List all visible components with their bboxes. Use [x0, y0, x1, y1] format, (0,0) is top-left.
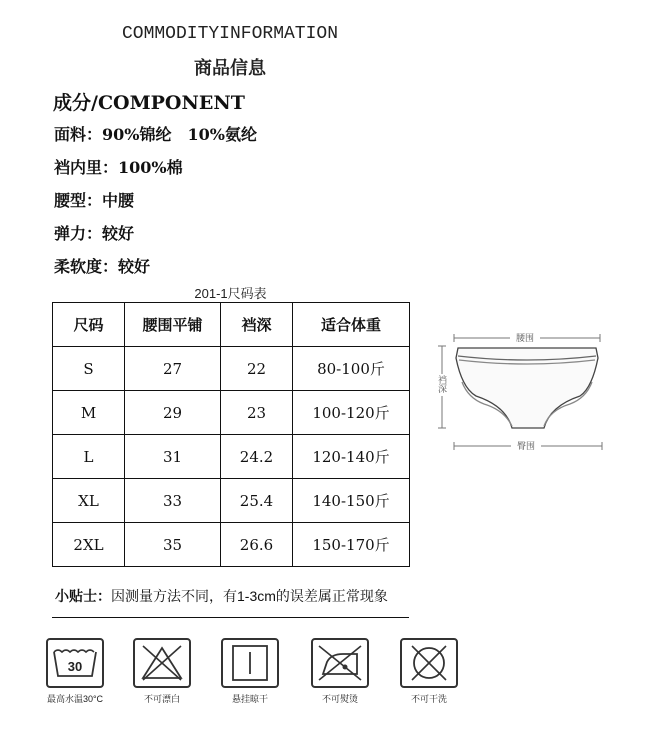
care-label-bleach: 不可漂白: [143, 694, 180, 704]
cell-size: S: [53, 347, 125, 391]
header-waist: 腰围平铺: [125, 303, 221, 347]
tip-text: 因测量方法不同，有1-3cm的误差属正常现象: [111, 588, 388, 604]
cell-weight: 80-100斤: [293, 347, 410, 391]
cell-waist: 31: [125, 435, 221, 479]
divider: [52, 617, 409, 618]
cell-size: 2XL: [53, 523, 125, 567]
cell-weight: 140-150斤: [293, 479, 410, 523]
size-table: [52, 302, 410, 567]
cell-weight: 150-170斤: [293, 523, 410, 567]
header-size: 尺码: [53, 303, 125, 347]
care-label-iron: 不可熨烫: [321, 694, 358, 704]
wash-30-icon: [46, 638, 104, 688]
rise-label: 裆深: [437, 375, 447, 393]
cell-waist: 35: [125, 523, 221, 567]
size-chart-caption: 201-1尺码表: [194, 286, 267, 301]
cell-waist: 29: [125, 391, 221, 435]
lining-line: 裆内里：100%棉: [54, 158, 183, 177]
header-rise: 裆深: [221, 303, 293, 347]
cell-size: L: [53, 435, 125, 479]
tip: [55, 586, 388, 606]
fabric-line: 面料：90%锦纶 10%氨纶: [54, 125, 257, 144]
no-dry-clean-icon: [400, 638, 458, 688]
cell-rise: 23: [221, 391, 293, 435]
cell-rise: 22: [221, 347, 293, 391]
cell-weight: 100-120斤: [293, 391, 410, 435]
hip-label: 臀围: [516, 441, 536, 451]
care-label-wash: 最高水温30°C: [46, 694, 104, 704]
header-weight: 适合体重: [293, 303, 410, 347]
table-header-row: [53, 303, 410, 347]
care-label-dry: 悬挂晾干: [231, 694, 268, 704]
elasticity-line: 弹力：较好: [54, 224, 135, 243]
cell-weight: 120-140斤: [293, 435, 410, 479]
tip-label: 小贴士：: [55, 588, 111, 604]
no-bleach-icon: [133, 638, 191, 688]
softness-line: 柔软度：较好: [54, 257, 151, 276]
table-row: [53, 347, 410, 391]
cell-waist: 27: [125, 347, 221, 391]
cell-waist: 33: [125, 479, 221, 523]
table-row: [53, 435, 410, 479]
cell-rise: 24.2: [221, 435, 293, 479]
wash-temp: 30: [67, 659, 83, 674]
hang-dry-icon: [221, 638, 279, 688]
waist-label: 腰围: [515, 333, 535, 343]
header-title-en: COMMODITYINFORMATION: [121, 24, 339, 44]
table-row: [53, 523, 410, 567]
care-label-dryclean: 不可干洗: [410, 694, 447, 704]
cell-rise: 26.6: [221, 523, 293, 567]
table-row: [53, 391, 410, 435]
measurement-diagram: [432, 330, 632, 455]
cell-rise: 25.4: [221, 479, 293, 523]
table-row: [53, 479, 410, 523]
cell-size: XL: [53, 479, 125, 523]
composition-heading: 成分/COMPONENT: [53, 92, 245, 114]
briefs-outline: [456, 348, 598, 428]
header-title-cn: 商品信息: [194, 58, 266, 79]
waist-type-line: 腰型：中腰: [54, 191, 135, 210]
cell-size: M: [53, 391, 125, 435]
no-iron-icon: [311, 638, 369, 688]
